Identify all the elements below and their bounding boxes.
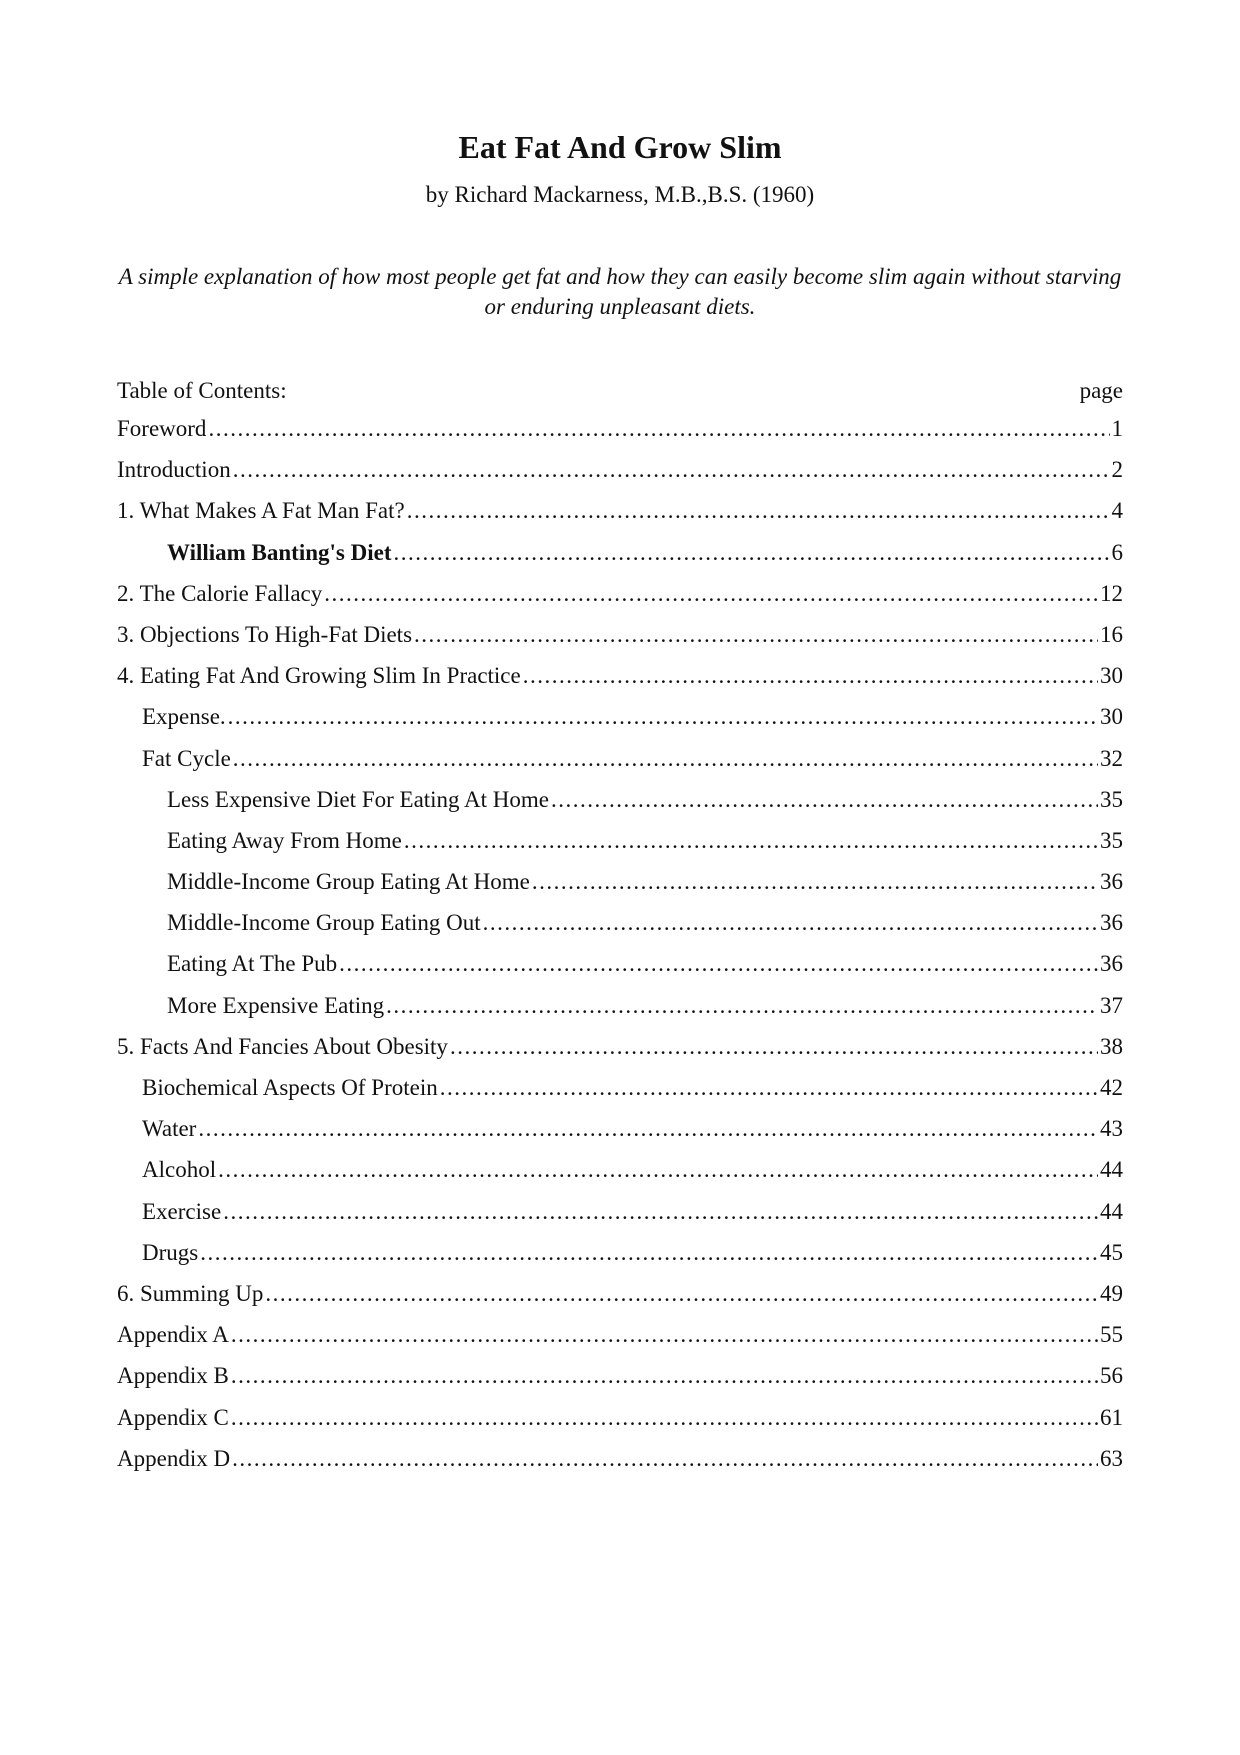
- toc-dot-leader: [265, 1278, 1098, 1310]
- toc-dot-leader: [523, 660, 1098, 692]
- toc-entry-page-number: 35: [1100, 827, 1123, 853]
- toc-dot-leader: [483, 907, 1098, 939]
- toc-dot-leader: [208, 413, 1109, 445]
- toc-entry[interactable]: [117, 660, 1123, 701]
- toc-entry-page-number: 43: [1100, 1116, 1123, 1142]
- toc-entry[interactable]: [117, 1443, 1123, 1484]
- toc-header: [117, 375, 1123, 407]
- toc-entry-title: Appendix B: [117, 1363, 229, 1389]
- toc-dot-leader: [233, 454, 1110, 486]
- toc-entry[interactable]: [117, 1154, 1123, 1195]
- toc-entry[interactable]: [117, 1237, 1123, 1278]
- toc-entry-page-number: 30: [1100, 704, 1123, 730]
- toc-entry-page-number: 49: [1100, 1280, 1123, 1306]
- toc-entry-title: Alcohol: [142, 1157, 217, 1183]
- toc-entry-title: Eating Away From Home: [167, 827, 402, 853]
- toc-dot-leader: [404, 825, 1098, 857]
- toc-dot-leader: [223, 1196, 1098, 1228]
- toc-entry-title: More Expensive Eating: [167, 992, 385, 1018]
- table-of-contents: [117, 413, 1123, 1484]
- toc-dot-leader: [551, 784, 1098, 816]
- toc-entry[interactable]: [117, 866, 1123, 907]
- toc-dot-leader: [532, 866, 1098, 898]
- toc-entry[interactable]: [117, 495, 1123, 536]
- toc-dot-leader: [414, 619, 1098, 651]
- toc-entry-page-number: 35: [1100, 786, 1123, 812]
- toc-entry-page-number: 56: [1100, 1363, 1123, 1389]
- toc-entry-title: 4. Eating Fat And Growing Slim In Practice: [117, 663, 521, 689]
- toc-entry[interactable]: [117, 1196, 1123, 1237]
- toc-entry-title: 2. The Calorie Fallacy: [117, 580, 323, 606]
- toc-entry-title: Middle-Income Group Eating Out: [167, 910, 481, 936]
- toc-entry-title: Expense.: [142, 704, 226, 730]
- toc-entry[interactable]: [117, 743, 1123, 784]
- toc-entry[interactable]: [117, 1402, 1123, 1443]
- toc-entry-page-number: 37: [1100, 992, 1123, 1018]
- toc-entry-page-number: 12: [1100, 580, 1123, 606]
- toc-entry-title: Fat Cycle: [142, 745, 231, 771]
- toc-entry[interactable]: [117, 413, 1123, 454]
- document-title: Eat Fat And Grow Slim: [458, 129, 782, 165]
- toc-entry-title: 1. What Makes A Fat Man Fat?: [117, 498, 405, 524]
- toc-entry-title: Drugs: [142, 1239, 199, 1265]
- toc-dot-leader: [228, 701, 1098, 733]
- toc-entry-title: Appendix C: [117, 1404, 229, 1430]
- toc-entry-title: Less Expensive Diet For Eating At Home: [167, 786, 549, 812]
- toc-entry-page-number: 44: [1100, 1157, 1123, 1183]
- toc-entry-page-number: 32: [1100, 745, 1123, 771]
- toc-entry-page-number: 42: [1100, 1075, 1123, 1100]
- toc-entry-page-number: 36: [1100, 951, 1123, 977]
- toc-entry-title: Water: [142, 1116, 197, 1142]
- toc-dot-leader: [407, 495, 1110, 527]
- toc-entry[interactable]: [117, 1072, 1123, 1113]
- toc-entry-title: 3. Objections To High-Fat Diets: [117, 621, 413, 647]
- toc-entry-page-number: 45: [1100, 1239, 1123, 1265]
- toc-entry-page-number: 36: [1100, 910, 1123, 936]
- toc-entry[interactable]: [117, 1360, 1123, 1401]
- toc-entry-page-number: 30: [1100, 663, 1123, 689]
- toc-dot-leader: [394, 537, 1110, 569]
- toc-dot-leader: [231, 1360, 1098, 1392]
- toc-entry-page-number: 38: [1100, 1033, 1123, 1059]
- toc-dot-leader: [386, 990, 1098, 1022]
- toc-heading: Table of Contents:: [117, 378, 287, 403]
- toc-entry-page-number: 63: [1100, 1445, 1123, 1471]
- toc-entry-page-number: 61: [1100, 1404, 1123, 1430]
- document-byline: by Richard Mackarness, M.B.,B.S. (1960): [425, 182, 815, 207]
- toc-entry[interactable]: [117, 784, 1123, 825]
- toc-entry-page-number: 36: [1100, 869, 1123, 895]
- toc-entry[interactable]: [117, 454, 1123, 495]
- toc-page-label: page: [1079, 378, 1123, 403]
- toc-entry-title: Biochemical Aspects Of Protein: [142, 1075, 438, 1100]
- toc-dot-leader: [232, 1443, 1098, 1475]
- toc-dot-leader: [233, 743, 1098, 775]
- toc-entry-page-number: 44: [1100, 1198, 1123, 1224]
- toc-entry[interactable]: [117, 619, 1123, 660]
- toc-entry[interactable]: [117, 578, 1123, 619]
- toc-entry-title: 5. Facts And Fancies About Obesity: [117, 1033, 448, 1059]
- toc-dot-leader: [218, 1154, 1098, 1186]
- toc-entry[interactable]: [117, 1278, 1123, 1319]
- toc-entry[interactable]: [117, 825, 1123, 866]
- toc-dot-leader: [231, 1402, 1098, 1434]
- toc-entry[interactable]: [117, 990, 1123, 1031]
- toc-entry[interactable]: [117, 907, 1123, 948]
- toc-entry-title: Introduction: [117, 457, 231, 483]
- toc-entry-page-number: 2: [1111, 457, 1123, 483]
- toc-entry-title: Middle-Income Group Eating At Home: [167, 869, 530, 895]
- toc-entry[interactable]: [117, 1319, 1123, 1360]
- toc-entry[interactable]: [117, 701, 1123, 742]
- toc-entry-title: William Banting's Diet: [167, 539, 392, 565]
- toc-entry-page-number: 4: [1111, 498, 1123, 524]
- toc-entry-title: Appendix A: [117, 1322, 229, 1348]
- toc-entry-page-number: 16: [1100, 621, 1123, 647]
- toc-entry-title: Appendix D: [117, 1445, 231, 1471]
- document-subtitle: A simple explanation of how most people get fat and how they can easily become slim again without starving or enduring unpleasant diets.: [118, 264, 1122, 319]
- toc-entry-page-number: 1: [1111, 416, 1123, 441]
- toc-entry-title: Eating At The Pub: [167, 951, 338, 977]
- toc-dot-leader: [198, 1113, 1098, 1145]
- toc-entry[interactable]: [117, 1113, 1123, 1154]
- toc-entry-title: Foreword: [117, 416, 207, 441]
- toc-dot-leader: [324, 578, 1098, 610]
- toc-dot-leader: [339, 948, 1098, 980]
- toc-dot-leader: [450, 1031, 1098, 1063]
- toc-entry-title: 6. Summing Up: [117, 1280, 264, 1306]
- toc-dot-leader: [440, 1072, 1098, 1104]
- toc-dot-leader: [231, 1319, 1098, 1351]
- toc-entry-page-number: 6: [1111, 539, 1123, 565]
- toc-dot-leader: [200, 1237, 1098, 1269]
- toc-entry[interactable]: [117, 537, 1123, 578]
- toc-entry-page-number: 55: [1100, 1322, 1123, 1348]
- toc-entry-title: Exercise: [142, 1198, 222, 1224]
- toc-entry[interactable]: [117, 1031, 1123, 1072]
- toc-entry[interactable]: [117, 948, 1123, 989]
